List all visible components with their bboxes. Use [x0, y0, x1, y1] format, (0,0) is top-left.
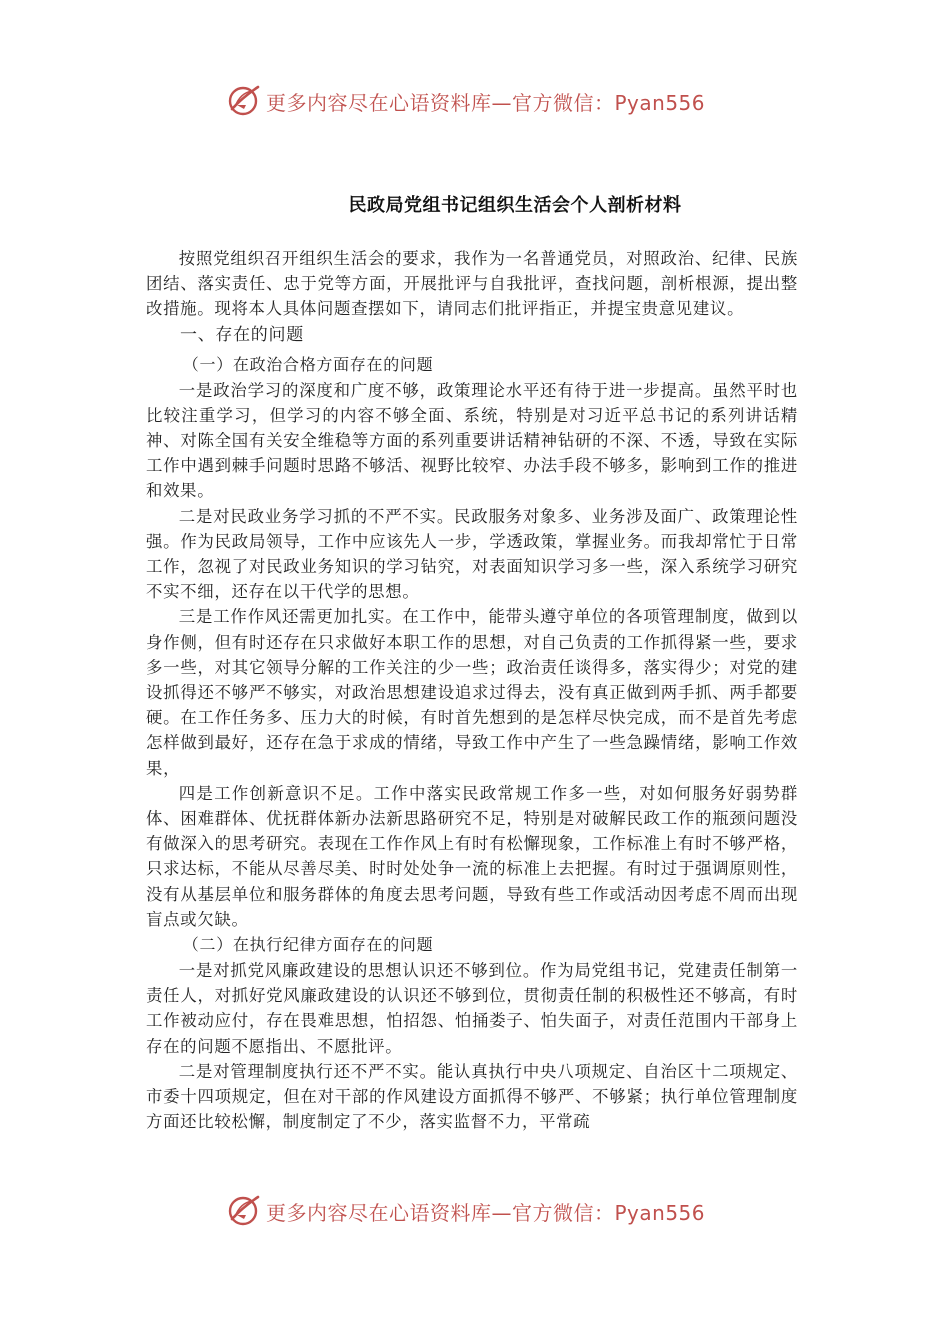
paragraph: 一是政治学习的深度和广度不够，政策理论水平还有待于进一步提高。虽然平时也比较注重学习，但学习的内容不够全面、系统，特别是对习近平总书记的系列讲话精神、对陈全国有关安全维稳等方面的系列重要讲话精神钻研的不深、不透，导致在实际工作中遇到棘手问题时思路不够活、视野比较窄、办法手段不够多，影响到工作的推进和效果。 — [146, 380, 798, 501]
document-title: 民政局党组书记组织生活会个人剖析材料 — [348, 195, 682, 216]
paragraph: 二是对民政业务学习抓的不严不实。民政服务对象多、业务涉及面广、政策理论性强。作为民政局领导，工作中应该先人一步，学透政策，掌握业务。而我却常忙于日常工作，忽视了对民政业务知识的学习钻究，对表面知识学习多一些，深入系统学习研究不实不细，还存在以干代学的思想。 — [146, 506, 798, 602]
book-quill-logo-icon — [226, 1193, 262, 1229]
subsection-heading: （一）在政治合格方面存在的问题 — [182, 354, 434, 374]
wechat-id: Pyan556 — [614, 90, 706, 115]
section-heading: 一、存在的问题 — [180, 324, 304, 345]
banner-text — [266, 87, 705, 116]
document-body — [146, 246, 798, 1135]
header-banner — [226, 81, 705, 121]
book-quill-logo-icon — [226, 83, 262, 119]
wechat-id: Pyan556 — [614, 1200, 706, 1225]
paragraph: 三是工作作风还需更加扎实。在工作中，能带头遵守单位的各项管理制度，做到以身作侧，但有时还存在只求做好本职工作的思想，对自己负责的工作抓得紧一些，要求多一些，对其它领导分解的工作关注的少一些；政治责任谈得多，落实得少；对党的建设抓得还不够严不够实，对政治思想建设追求过得去，没有真正做到两手抓、两手都要硬。在工作任务多、压力大的时候，有时首先想到的是怎样尽快完成，而不是首先考虑怎样做到最好，还存在急于求成的情绪，导致工作中产生了一些急躁情绪，影响工作效果， — [146, 607, 798, 778]
subsection-heading: （二）在执行纪律方面存在的问题 — [182, 935, 434, 955]
paragraph: 四是工作创新意识不足。工作中落实民政常规工作多一些，对如何服务好弱势群体、困难群体、优抚群体新办法新思路研究不足，特别是对破解民政工作的瓶颈问题没有做深入的思考研究。表现在工作作风上有时有松懈现象，工作标准上有时不够严格，只求达标，不能从尽善尽美、时时处处争一流的标准上去把握。有时过于强调原则性，没有从基层单位和服务群体的角度去思考问题，导致有些工作或活动因考虑不周而出现盲点或欠缺。 — [146, 783, 798, 929]
banner-text — [266, 1197, 705, 1226]
banner-slogan: 更多内容尽在心语资料库—官方微信： — [266, 1200, 615, 1225]
footer-banner — [226, 1191, 705, 1231]
paragraph: 一是对抓党风廉政建设的思想认识还不够到位。作为局党组书记，党建责任制第一责任人，对抓好党风廉政建设的认识还不够到位，贯彻责任制的积极性还不够高，有时工作被动应付，存在畏难思想，怕招怨、怕捅娄子、怕失面子，对责任范围内干部身上存在的问题不愿指出、不愿批评。 — [146, 961, 798, 1056]
intro-paragraph: 按照党组织召开组织生活会的要求，我作为一名普通党员，对照政治、纪律、民族团结、落实责任、忠于党等方面，开展批评与自我批评，查找问题，剖析根源，提出整改措施。现将本人具体问题查摆如下，请同志们批评指正，并提宝贵意见建议。 — [146, 249, 798, 319]
banner-slogan: 更多内容尽在心语资料库—官方微信： — [266, 90, 615, 115]
paragraph: 二是对管理制度执行还不严不实。能认真执行中央八项规定、自治区十二项规定、市委十四项规定，但在对干部的作风建设方面抓得不够严、不够紧；执行单位管理制度方面还比较松懈，制度制定了不少，落实监督不力，平常疏 — [146, 1061, 798, 1132]
